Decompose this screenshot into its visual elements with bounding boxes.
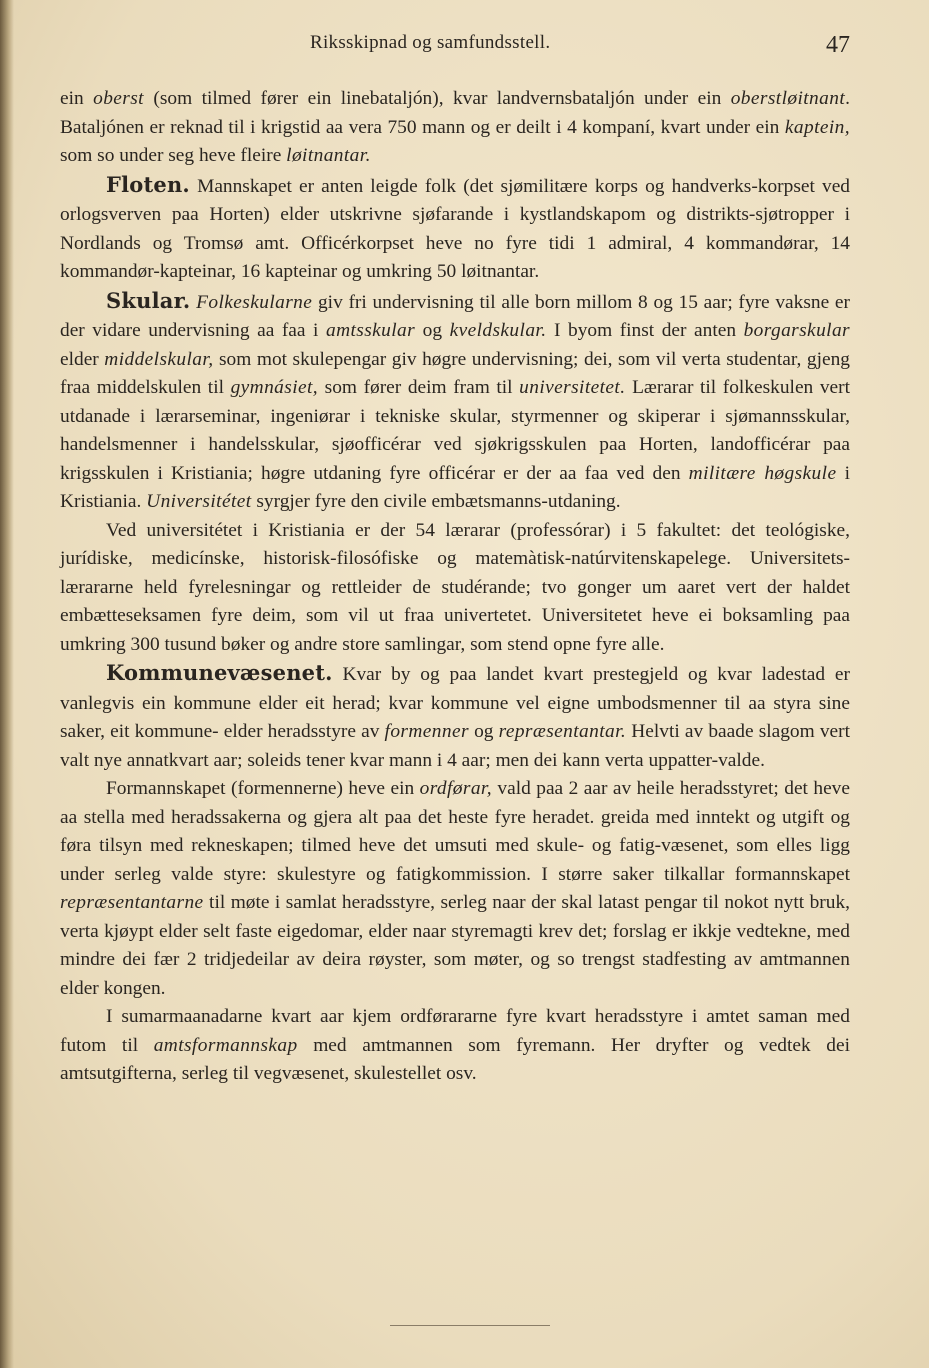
section-heading: Floten.	[106, 171, 190, 197]
paragraph-army	[60, 85, 850, 171]
paragraph-municipal	[60, 659, 850, 775]
text-run: som mot skulepengar giv høgre undervisning; dei, som vil verta studentar, gjeng fraa middelskulen til	[60, 348, 850, 398]
italic-term: oberst	[93, 88, 144, 109]
italic-term: amtsskular	[325, 320, 416, 341]
italic-term: kaptein,	[784, 116, 850, 138]
text-run: Mannskapet er anten leigde folk (det sjømilitære korps og handverks-korpset ved orlogsverven paa Horten) elder utskrivne sjøfarande i kystlandskapom og distrikts-sjøtropper i Nordlands og Tromsø amt. Officérkorpset heve no fyre tidi 1 admiral, 4 kommandørar, 14 kommandør-kapteinar, 16 kapteinar og umkring 50 løitnantar.	[60, 175, 850, 282]
text-run: I sumarmaanadarne kvart aar kjem ordførararne fyre kvart heradsstyre i amtet saman med futom til	[60, 1006, 850, 1056]
page-header	[60, 28, 850, 68]
paragraph-schools	[60, 287, 850, 517]
text-run: Kvar by og paa landet kvart prestegjeld og kvar ladestad er vanlegvis ein kommune elder eit herad; kvar kommune vel eigne umbodsmenner til aa styra sine saker, eit kommune- elder heradsstyre av	[60, 664, 850, 742]
text-run: (som tilmed fører ein linebataljón), kvar landvernsbataljón under ein	[143, 88, 731, 109]
text-run: Lærarar til folkeskulen vert utdanade i lærarseminar, ingeniørar i tekniske skular, styrmenner og skiperar i sjømannsskular, handelsmenner i handelsskular, sjøofficérar ved sjøkrigsskulen paa Horten, landofficérar paa krigsskulen i Kristiania; høgre utdaning fyre officérar er der aa faa ved den	[60, 377, 850, 484]
page-number: 47	[826, 32, 850, 58]
paragraph-executive-board	[60, 775, 850, 1003]
text-run: som so under seg heve fleire	[60, 145, 287, 166]
text-run: Helvti av baade slagom vert valt nye annatkvart aar; soleids tener kvar mann i 4 aar; men dei kann verta uppatter-valde.	[60, 721, 850, 771]
text-run: Ved universitétet i Kristiania er der 54 lærarar (professórar) i 5 fakultet: det teológiske, jurídiske, medicínske, historisk-filosófiske og matemàtisk-natúrvitenskapelege. Universitets-lærararne held fyrelesningar og rettleider de studérande; tvo gonger um aaret vert der haldet embætteseksamen fyre deim, som vil ut fraa univertetet. Universitetet heve ei boksamling paa umkring 300 tusund bøker og andre store samlingar, som stend opne fyre alle.	[60, 519, 850, 655]
text-run: Formannskapet (formennerne) heve ein	[106, 778, 420, 799]
italic-term: Universitétet	[146, 491, 252, 512]
italic-term: løitnantar.	[286, 145, 371, 166]
paragraph-county-board	[60, 1003, 850, 1089]
text-run: i Kristiania.	[60, 462, 850, 512]
text-run: I byom finst der anten	[546, 320, 744, 341]
paragraph-university	[60, 517, 850, 660]
book-spine-shadow	[0, 0, 14, 1368]
section-heading: Kommunevæsenet.	[106, 660, 333, 685]
paragraph-navy	[60, 171, 850, 287]
italic-term: ordførar,	[419, 778, 492, 799]
text-run: til møte i samlat heradsstyre, serleg naar der skal latast pengar til nokot nytt bruk, verta kjøypt elder selt faste eigedomar, elder naar styremagti krev det; forslag er ikkje vedtekne, med mindre dei fær 2 tridjedeilar av deira røyster, som møter, og so trengst stadfesting av amtmannen elder kongen.	[60, 892, 850, 999]
text-run: vald paa 2 aar av heile heradsstyret; det heve aa stella med heradssakerna og gjera alt paa det heste fyre heradet. greida med inntekt og utgift og føra tilsyn med rekneskapen; tilmed heve det umsuti med skule- og fatig-væsenet, som elles ligg under serleg valde styre: skulestyre og fatigkommission. I større saker tilkallar formannskapet	[60, 778, 850, 885]
italic-term: oberstløitnant	[730, 88, 846, 109]
italic-term: repræsentantar.	[498, 721, 627, 742]
body-text	[60, 85, 850, 1089]
running-head: Riksskipnad og samfundsstell.	[310, 32, 551, 53]
footer-rule	[390, 1325, 550, 1326]
italic-term: middelskular,	[104, 348, 214, 370]
text-run: . Bataljónen er reknad til i krigstid aa vera 750 mann og er deilt i 4 kompaní, kvart under ein	[60, 88, 850, 138]
text-run: som fører deim fram til	[318, 377, 520, 398]
section-heading: Skular.	[106, 287, 191, 313]
italic-term: amtsformannskap	[153, 1034, 298, 1056]
italic-term: gymnásiet,	[230, 377, 319, 398]
text-run: med amtmannen som fyremann. Her dryfter og vedtek dei amtsutgifterna, serleg til vegvæsenet, skulestellet osv.	[60, 1034, 850, 1084]
italic-term: Folkeskularne	[196, 291, 313, 313]
text-run: giv fri undervisning til alle born millom 8 og 15 aar; fyre vaksne er der vidare undervisning aa faa i	[60, 291, 850, 341]
text-run: og	[468, 721, 499, 742]
text-run: ein	[60, 88, 94, 109]
italic-term: borgarskular	[743, 320, 850, 341]
italic-term: militære høgskule	[688, 462, 837, 484]
italic-term: repræsentantarne	[60, 892, 204, 913]
italic-term: kveldskular.	[449, 320, 547, 341]
italic-term: universitetet.	[519, 377, 626, 398]
text-run: syrgjer fyre den civile embætsmanns-utdaning.	[251, 491, 621, 512]
text-run: og	[415, 320, 450, 341]
italic-term: formenner	[384, 721, 469, 742]
text-run: elder	[60, 348, 105, 370]
